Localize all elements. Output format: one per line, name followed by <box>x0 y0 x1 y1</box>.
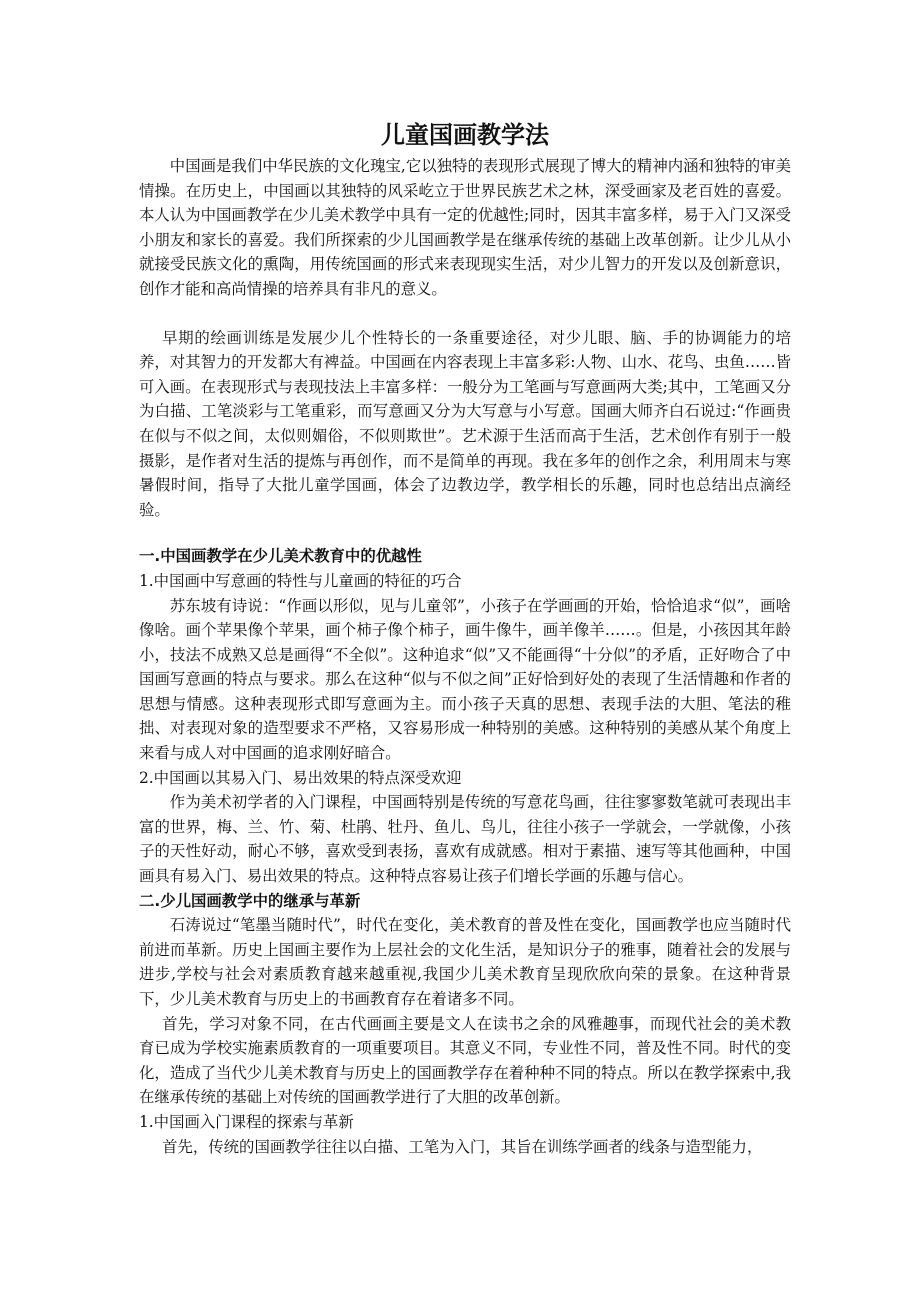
section-1-sub-2-paragraph: 作为美术初学者的入门课程，中国画特别是传统的写意花鸟画，往往寥寥数笔就可表现出丰富的世界，梅、兰、竹、菊、杜鹃、牡丹、鱼儿、鸟儿，往往小孩子一学就会，一学就像，小孩子的天性好动，耐心不够，喜欢受到表扬，喜欢有成就感。相对于素描、速写等其他画种，中国画具有易入门、易出效果的特点。这种特点容易让孩子们增长学画的乐趣与信心。 <box>139 793 791 886</box>
section-2-sub-1-paragraph: 首先，传统的国画教学往往以白描、工笔为入门，其旨在训练学画者的线条与造型能力， <box>162 1137 763 1156</box>
section-1-heading: 一.中国画教学在少儿美术教育中的优越性 <box>139 547 422 566</box>
section-1-sub-1-paragraph: 苏东坡有诗说：“作画以形似，见与儿童邻”，小孩子在学画画的开始，恰恰追求“似”，画啥像啥。画个苹果像个苹果，画个柿子像个柿子，画牛像牛，画羊像羊……。但是，小孩因其年龄小，技法不成熟又总是画得“不全似”。这种追求“似”又不能画得“十分似”的矛盾，正好吻合了中国画写意画的特点与要求。那么在这种“似与不似之间”正好恰到好处的表现了生活情趣和作者的思想与情感。这种表现形式即写意画为主。而小孩子天真的思想、表现手法的大胆、笔法的稚拙、对表现对象的造型要求不严格，又容易形成一种特别的美感。这种特别的美感从某个角度上来看与成人对中国画的追求刚好暗合。 <box>139 596 791 763</box>
section-2-paragraph-2: 首先，学习对象不同，在古代画画主要是文人在读书之余的风雅趣事，而现代社会的美术教育已成为学校实施素质教育的一项重要项目。其意义不同，专业性不同，普及性不同。时代的变化，造成了当代少儿美术教育与历史上的国画教学存在着种种不同的特点。所以在教学探索中,我在继承传统的基础上对传统的国画教学进行了大胆的改革创新。 <box>139 1014 791 1107</box>
intro-paragraph: 中国画是我们中华民族的文化瑰宝,它以独特的表现形式展现了博大的精神内涵和独特的审美情操。在历史上，中国画以其独特的风采屹立于世界民族艺术之林，深受画家及老百姓的喜爱。本人认为中国画教学在少儿美术教学中具有一定的优越性;同时，因其丰富多样，易于入门又深受小朋友和家长的喜爱。我们所探索的少儿国画教学是在继承传统的基础上改革创新。让少儿从小就接受民族文化的熏陶，用传统国画的形式来表现现实生活，对少儿智力的开发以及创新意识，创作才能和高尚情操的培养具有非凡的意义。 <box>139 157 791 298</box>
paragraph-2: 早期的绘画训练是发展少儿个性特长的一条重要途径，对少儿眼、脑、手的协调能力的培养，对其智力的开发都大有裨益。中国画在内容表现上丰富多彩:人物、山水、花鸟、虫鱼……皆可入画。在表现形式与表现技法上丰富多样：一般分为工笔画与写意画两大类;其中，工笔画又分为白描、工笔淡彩与工笔重彩，而写意画又分为大写意与小写意。国画大师齐白石说过:“作画贵在似与不似之间，太似则媚俗，不似则欺世”。艺术源于生活而高于生活，艺术创作有别于一般摄影，是作者对生活的提炼与再创作，而不是简单的再现。我在多年的创作之余，利用周末与寒暑假时间，指导了大批儿童学国画，体会了边教边学，教学相长的乐趣，同时也总结出点滴经验。 <box>139 328 791 519</box>
document-title: 儿童国画教学法 <box>381 121 549 149</box>
section-2-heading: 二.少儿国画教学中的继承与革新 <box>139 891 361 910</box>
document-page <box>139 118 791 1159</box>
section-spacer <box>139 522 791 544</box>
section-2-paragraph-1: 石涛说过“笔墨当随时代”，时代在变化，美术教育的普及性在变化，国画教学也应当随时代前进而革新。历史上国画主要作为上层社会的文化生活，是知识分子的雅事，随着社会的发展与进步,学校与社会对素质教育越来越重视,我国少儿美术教育呈现欣欣向荣的景象。在这种背景下，少儿美术教育与历史上的书画教育存在着诸多不同。 <box>139 916 791 1008</box>
section-2-sub-1-heading: 1.中国画入门课程的探索与革新 <box>139 1112 354 1131</box>
section-1-sub-1-heading: 1.中国画中写意画的特性与儿童画的特征的巧合 <box>139 571 462 590</box>
section-1-sub-2-heading: 2.中国画以其易入门、易出效果的特点深受欢迎 <box>139 768 462 787</box>
paragraph-spacer <box>139 302 791 326</box>
